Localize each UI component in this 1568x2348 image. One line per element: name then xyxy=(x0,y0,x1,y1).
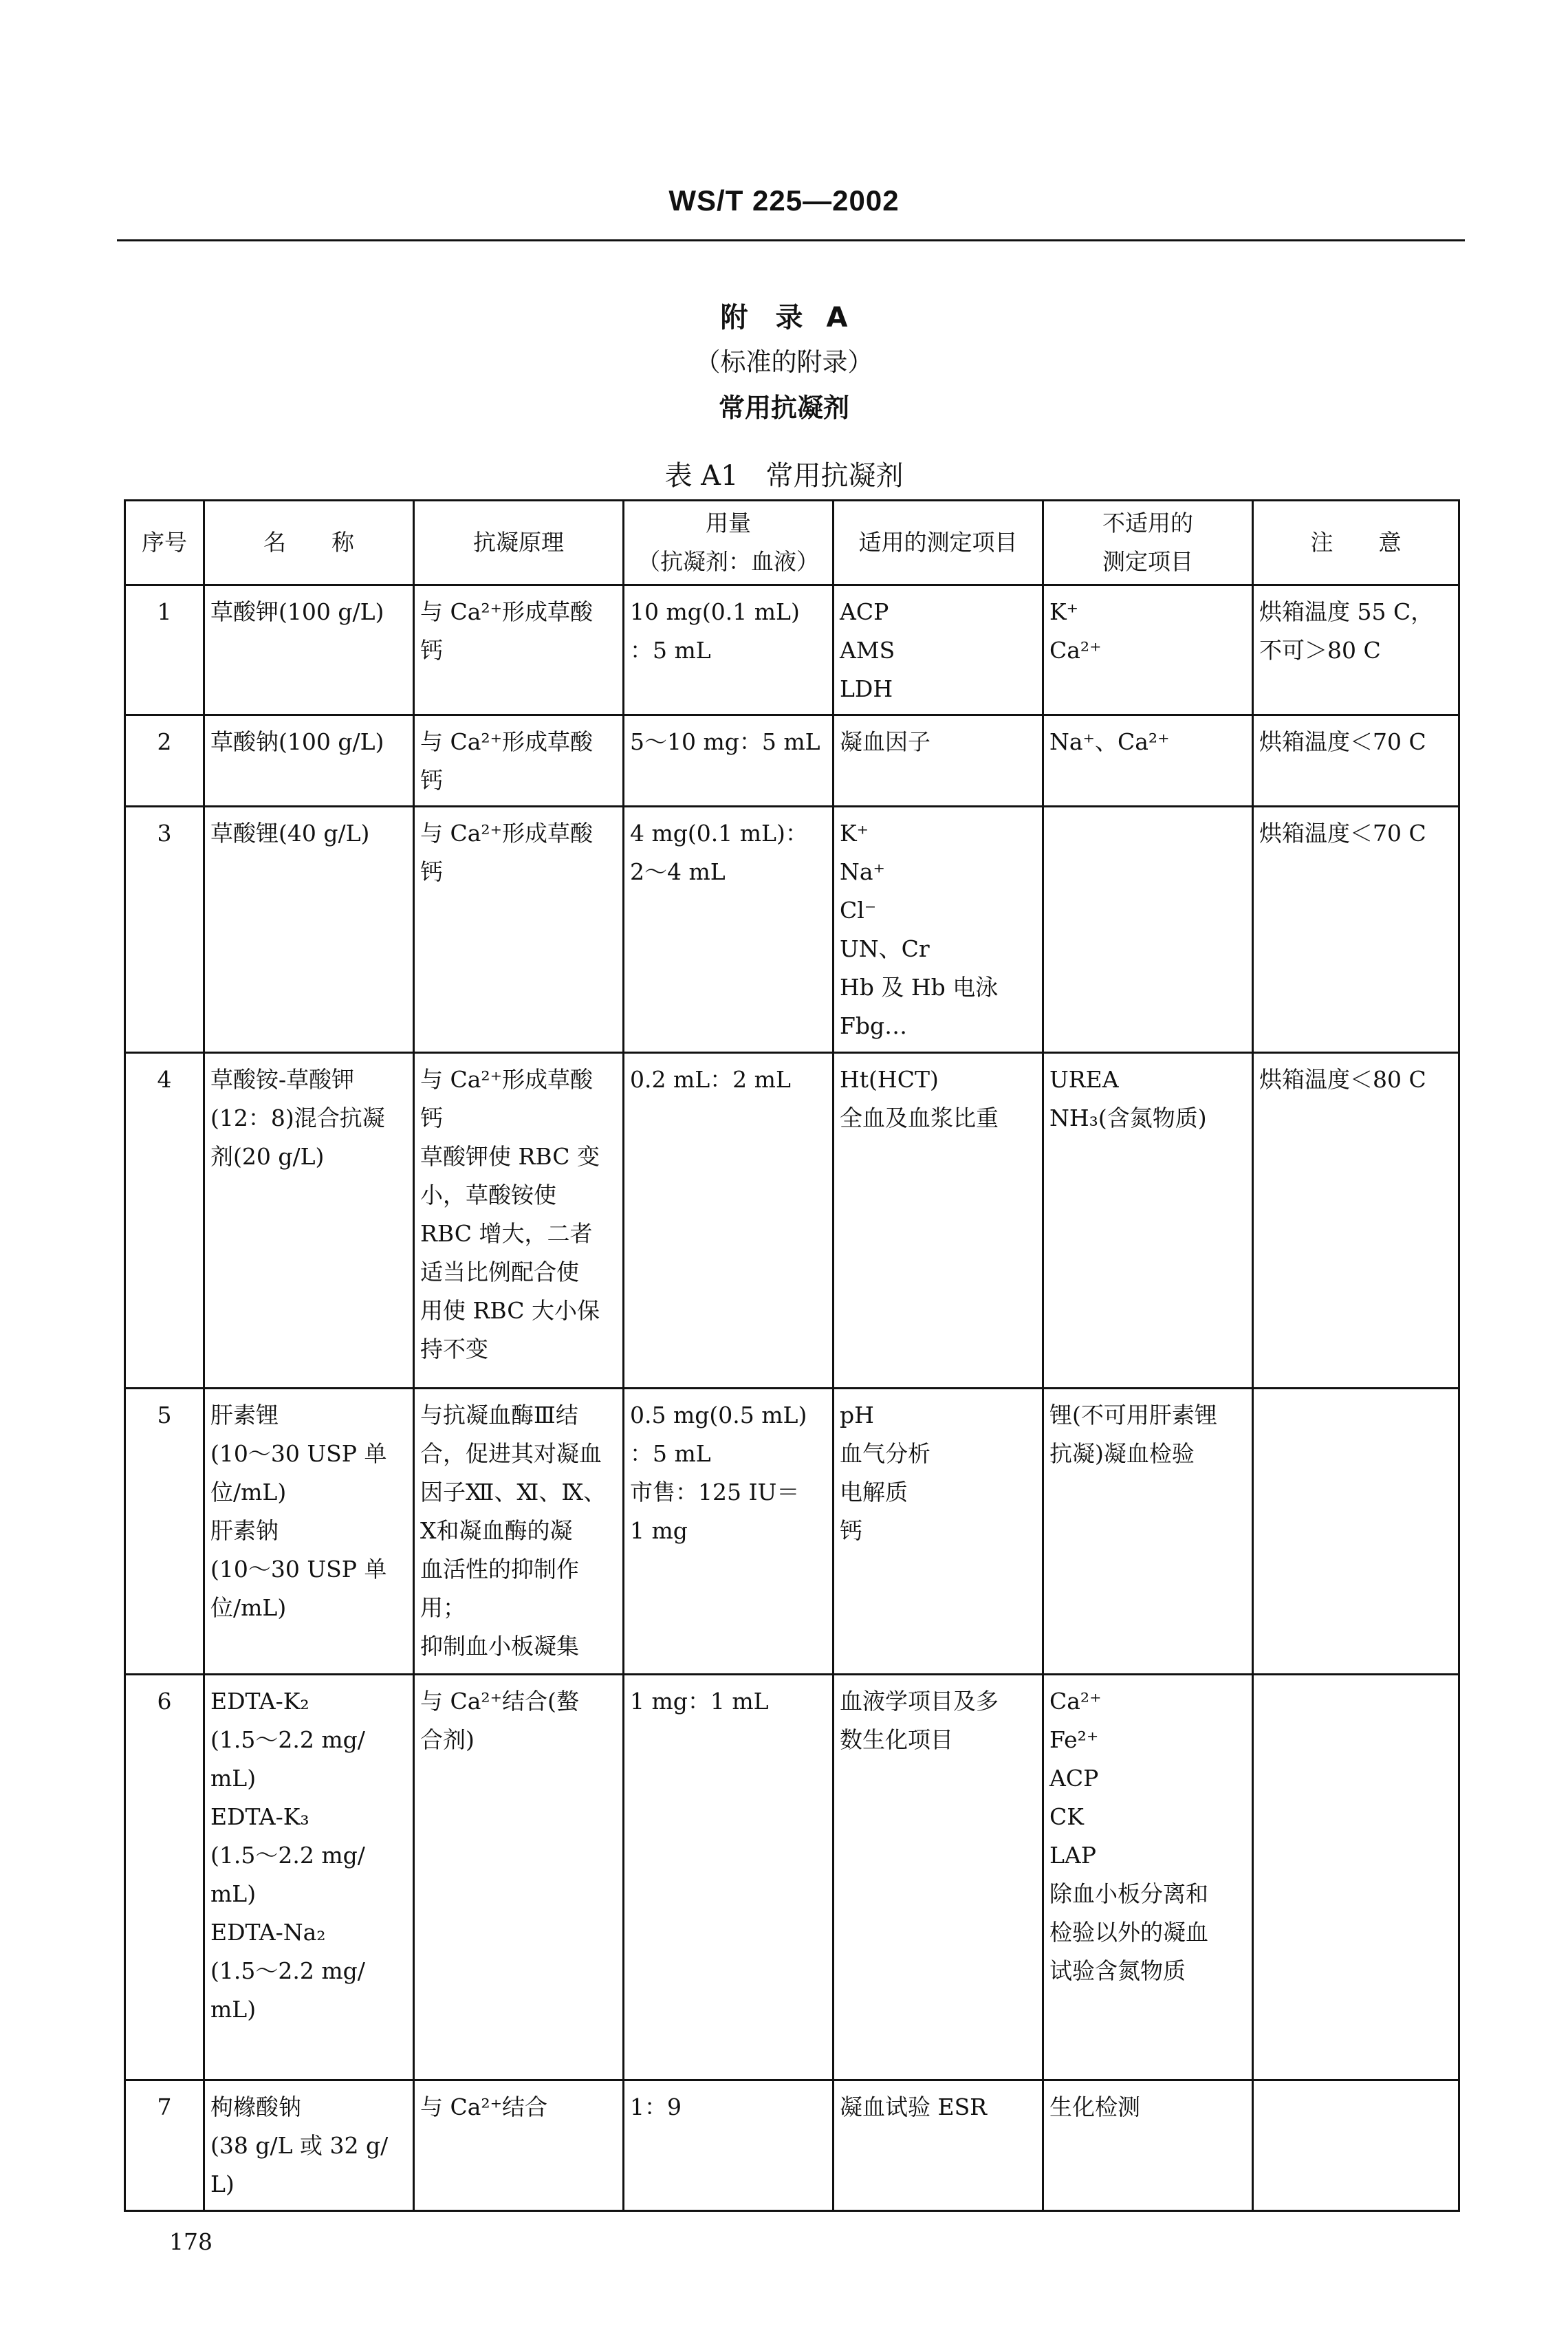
cell-no: 7 xyxy=(125,2080,204,2211)
cell-name-line: (1.5～2.2 mg/ xyxy=(210,1957,365,1984)
cell-dose-line: 10 mg(0.1 mL) xyxy=(630,598,800,625)
cell-name xyxy=(204,2080,414,2211)
cell-unsuitable xyxy=(1043,715,1253,807)
cell-name-line: 肝素锂 xyxy=(210,1402,279,1428)
standard-code: WS/T 225—2002 xyxy=(668,184,900,217)
cell-suitable-line: ACP xyxy=(840,598,889,625)
cell-name-line: 剂(20 g/L) xyxy=(210,1143,325,1170)
cell-dose-line: 0.2 mL：2 mL xyxy=(630,1066,791,1093)
table-row xyxy=(125,1053,1459,1389)
cell-name-line: EDTA-K₃ xyxy=(210,1803,309,1830)
cell-name-line: 草酸铵-草酸钾 xyxy=(210,1066,355,1093)
cell-notes-line: 烘箱温度 55 C， xyxy=(1259,598,1434,625)
cell-suitable-line: pH xyxy=(840,1402,874,1428)
cell-name-line: (38 g/L 或 32 g/ xyxy=(210,2132,389,2159)
table-row xyxy=(125,807,1459,1053)
table-header-row xyxy=(125,501,1459,585)
header-unsuitable-line1: 不适用的 xyxy=(1102,510,1193,536)
cell-unsuitable-line: 生化检测 xyxy=(1049,2094,1140,2120)
cell-principle-line: 与抗凝血酶Ⅲ结 xyxy=(420,1402,578,1428)
header-principle: 抗凝原理 xyxy=(414,501,624,585)
header-dose-line1: 用量 xyxy=(706,510,751,536)
anticoagulant-table xyxy=(124,499,1460,2212)
cell-name-line: (10～30 USP 单 xyxy=(210,1440,387,1467)
cell-unsuitable-line: LAP xyxy=(1049,1842,1096,1869)
cell-suitable xyxy=(834,2080,1043,2211)
header-name: 名 称 xyxy=(204,501,414,585)
cell-unsuitable-line: K⁺ xyxy=(1049,598,1079,625)
cell-name xyxy=(204,1389,414,1675)
cell-dose-line: 2～4 mL xyxy=(630,858,726,885)
cell-unsuitable xyxy=(1043,1675,1253,2080)
cell-principle-line: 血活性的抑制作 xyxy=(420,1556,579,1583)
cell-unsuitable xyxy=(1043,1389,1253,1675)
cell-unsuitable-line: NH₃(含氮物质) xyxy=(1049,1105,1207,1131)
cell-unsuitable xyxy=(1043,2080,1253,2211)
cell-suitable-line: 全血及血浆比重 xyxy=(840,1105,999,1131)
header-notes: 注 意 xyxy=(1253,501,1459,585)
cell-notes xyxy=(1253,585,1459,715)
cell-unsuitable-line: 锂(不可用肝素锂 xyxy=(1049,1402,1217,1428)
cell-name xyxy=(204,1053,414,1389)
cell-principle-line: 与 Ca²⁺结合 xyxy=(420,2094,548,2120)
cell-notes xyxy=(1253,715,1459,807)
cell-unsuitable-line: 抗凝)凝血检验 xyxy=(1049,1440,1195,1467)
cell-name-line: 位/mL) xyxy=(210,1594,287,1621)
cell-principle-line: 与 Ca²⁺形成草酸 xyxy=(420,1066,594,1093)
cell-unsuitable-line: Ca²⁺ xyxy=(1049,1688,1102,1715)
cell-name xyxy=(204,585,414,715)
cell-unsuitable-line: 检验以外的凝血 xyxy=(1049,1919,1208,1946)
header-dose xyxy=(624,501,834,585)
cell-principle-line: 抑制血小板凝集 xyxy=(420,1633,579,1660)
table-row xyxy=(125,715,1459,807)
table-row xyxy=(125,1675,1459,2080)
cell-name-line: (12：8)混合抗凝 xyxy=(210,1105,385,1131)
cell-name xyxy=(204,807,414,1053)
cell-principle xyxy=(414,585,624,715)
cell-name xyxy=(204,1675,414,2080)
header-suitable: 适用的测定项目 xyxy=(834,501,1043,585)
cell-notes xyxy=(1253,1675,1459,2080)
page-number: 178 xyxy=(169,2228,213,2255)
cell-principle-line: 用使 RBC 大小保 xyxy=(420,1297,600,1324)
cell-unsuitable-line: UREA xyxy=(1049,1066,1119,1093)
cell-notes-line: 不可＞80 C xyxy=(1259,637,1381,664)
cell-name-line: EDTA-K₂ xyxy=(210,1688,309,1715)
cell-no: 2 xyxy=(125,715,204,807)
cell-unsuitable-line: CK xyxy=(1049,1803,1084,1830)
cell-principle-line: 草酸钾使 RBC 变 xyxy=(420,1143,600,1170)
cell-notes-line: 烘箱温度＜80 C xyxy=(1259,1066,1426,1093)
cell-notes-line: 烘箱温度＜70 C xyxy=(1259,728,1426,755)
cell-no: 4 xyxy=(125,1053,204,1389)
cell-suitable xyxy=(834,1675,1043,2080)
cell-unsuitable-line: 试验含氮物质 xyxy=(1049,1957,1186,1984)
cell-dose-line: 0.5 mg(0.5 mL) xyxy=(630,1402,807,1428)
cell-name-line: 草酸锂(40 g/L) xyxy=(210,820,370,847)
cell-suitable-line: Na⁺ xyxy=(840,858,885,885)
table-row xyxy=(125,1389,1459,1675)
cell-principle-line: 小，草酸铵使 xyxy=(420,1182,556,1208)
cell-name xyxy=(204,715,414,807)
cell-name-line: mL) xyxy=(210,1765,257,1792)
cell-unsuitable-line: Na⁺、Ca²⁺ xyxy=(1049,728,1170,755)
cell-dose xyxy=(624,1053,834,1389)
cell-notes xyxy=(1253,2080,1459,2211)
cell-suitable-line: 血气分析 xyxy=(840,1440,930,1467)
cell-principle xyxy=(414,1053,624,1389)
annex-subtitle: （标准的附录） xyxy=(695,347,873,377)
cell-principle-line: 合剂) xyxy=(420,1726,475,1753)
cell-dose-line: 市售：125 IU＝ xyxy=(630,1479,800,1505)
cell-unsuitable xyxy=(1043,585,1253,715)
cell-name-line: EDTA-Na₂ xyxy=(210,1919,326,1946)
cell-suitable-line: Fbg… xyxy=(840,1012,908,1039)
cell-principle-line: 合，促进其对凝血 xyxy=(420,1440,602,1467)
cell-notes xyxy=(1253,807,1459,1053)
cell-dose xyxy=(624,807,834,1053)
cell-name-line: 草酸钾(100 g/L) xyxy=(210,598,384,625)
cell-principle-line: 与 Ca²⁺结合(螯 xyxy=(420,1688,579,1715)
cell-dose-line: 5～10 mg：5 mL xyxy=(630,728,820,755)
cell-principle-line: 钙 xyxy=(420,1105,443,1131)
cell-dose-line: 1 mg：1 mL xyxy=(630,1688,769,1715)
cell-principle-line: 钙 xyxy=(420,767,443,794)
cell-principle-line: 钙 xyxy=(420,637,443,664)
cell-dose-line: ：5 mL xyxy=(630,637,711,664)
cell-suitable xyxy=(834,807,1043,1053)
cell-name-line: L) xyxy=(210,2171,235,2197)
cell-name-line: 枸橼酸钠 xyxy=(210,2094,301,2120)
cell-principle-line: 适当比例配合使 xyxy=(420,1259,579,1285)
cell-suitable xyxy=(834,1389,1043,1675)
table-caption-id: 表 A1 xyxy=(664,460,739,492)
cell-dose-line: 4 mg(0.1 mL)： xyxy=(630,820,808,847)
cell-no: 3 xyxy=(125,807,204,1053)
cell-notes-line: 烘箱温度＜70 C xyxy=(1259,820,1426,847)
cell-no: 5 xyxy=(125,1389,204,1675)
cell-name-line: mL) xyxy=(210,1996,257,2023)
cell-suitable-line: UN、Cr xyxy=(840,935,930,962)
annex-title xyxy=(0,296,1568,335)
table-row xyxy=(125,2080,1459,2211)
cell-dose xyxy=(624,2080,834,2211)
cell-notes xyxy=(1253,1389,1459,1675)
cell-no: 6 xyxy=(125,1675,204,2080)
cell-dose xyxy=(624,1675,834,2080)
cell-suitable xyxy=(834,1053,1043,1389)
cell-principle-line: 与 Ca²⁺形成草酸 xyxy=(420,728,594,755)
cell-principle xyxy=(414,1389,624,1675)
cell-suitable-line: K⁺ xyxy=(840,820,869,847)
cell-dose xyxy=(624,1389,834,1675)
cell-suitable-line: Ht(HCT) xyxy=(840,1066,939,1093)
cell-principle-line: 持不变 xyxy=(420,1336,488,1362)
header-unsuitable-line2: 测定项目 xyxy=(1102,548,1193,575)
cell-name-line: (1.5～2.2 mg/ xyxy=(210,1726,365,1753)
cell-suitable-line: LDH xyxy=(840,675,893,702)
cell-suitable-line: AMS xyxy=(840,637,895,664)
cell-dose-line: 1 mg xyxy=(630,1517,688,1544)
cell-principle-line: 钙 xyxy=(420,858,443,885)
cell-suitable-line: 电解质 xyxy=(840,1479,908,1505)
cell-principle-line: Ⅹ和凝血酶的凝 xyxy=(420,1517,573,1544)
cell-suitable-line: 凝血因子 xyxy=(840,728,930,755)
cell-name-line: (1.5～2.2 mg/ xyxy=(210,1842,365,1869)
cell-dose xyxy=(624,715,834,807)
cell-principle xyxy=(414,2080,624,2211)
cell-unsuitable-line: Fe²⁺ xyxy=(1049,1726,1099,1753)
cell-principle-line: 用； xyxy=(420,1594,466,1621)
cell-suitable xyxy=(834,585,1043,715)
cell-name-line: 草酸钠(100 g/L) xyxy=(210,728,384,755)
cell-principle xyxy=(414,807,624,1053)
cell-principle-line: 因子Ⅻ、Ⅺ、Ⅸ、 xyxy=(420,1479,607,1505)
header-unsuitable xyxy=(1043,501,1253,585)
cell-name-line: mL) xyxy=(210,1880,257,1907)
cell-no: 1 xyxy=(125,585,204,715)
cell-principle-line: RBC 增大，二者 xyxy=(420,1220,593,1247)
cell-dose-line: 1：9 xyxy=(630,2094,682,2120)
cell-principle-line: 与 Ca²⁺形成草酸 xyxy=(420,598,594,625)
cell-suitable-line: Hb 及 Hb 电泳 xyxy=(840,974,999,1001)
cell-name-line: (10～30 USP 单 xyxy=(210,1556,387,1583)
cell-suitable xyxy=(834,715,1043,807)
cell-unsuitable-line: Ca²⁺ xyxy=(1049,637,1102,664)
cell-name-line: 位/mL) xyxy=(210,1479,287,1505)
annex-name: 常用抗凝剂 xyxy=(718,393,849,423)
cell-suitable-line: 血液学项目及多 xyxy=(840,1688,999,1715)
cell-principle-line: 与 Ca²⁺形成草酸 xyxy=(420,820,594,847)
table-caption xyxy=(0,454,1568,493)
cell-dose xyxy=(624,585,834,715)
table-caption-title: 常用抗凝剂 xyxy=(765,460,904,492)
header-no: 序号 xyxy=(125,501,204,585)
cell-name-line: 肝素钠 xyxy=(210,1517,279,1544)
cell-unsuitable xyxy=(1043,1053,1253,1389)
header-dose-line2: （抗凝剂：血液） xyxy=(638,548,819,575)
annex-title-label: 附 录 xyxy=(720,302,803,334)
cell-dose-line: ：5 mL xyxy=(630,1440,711,1467)
cell-notes xyxy=(1253,1053,1459,1389)
cell-suitable-line: 数生化项目 xyxy=(840,1726,953,1753)
cell-suitable-line: 钙 xyxy=(840,1517,862,1544)
cell-suitable-line: 凝血试验 ESR xyxy=(840,2094,988,2120)
table-row xyxy=(125,585,1459,715)
cell-principle xyxy=(414,715,624,807)
annex-title-letter: A xyxy=(826,302,848,334)
header-rule xyxy=(117,239,1465,241)
cell-unsuitable-line: 除血小板分离和 xyxy=(1049,1880,1208,1907)
cell-principle xyxy=(414,1675,624,2080)
cell-unsuitable-line: ACP xyxy=(1049,1765,1099,1792)
cell-suitable-line: Cl⁻ xyxy=(840,897,877,924)
cell-unsuitable xyxy=(1043,807,1253,1053)
